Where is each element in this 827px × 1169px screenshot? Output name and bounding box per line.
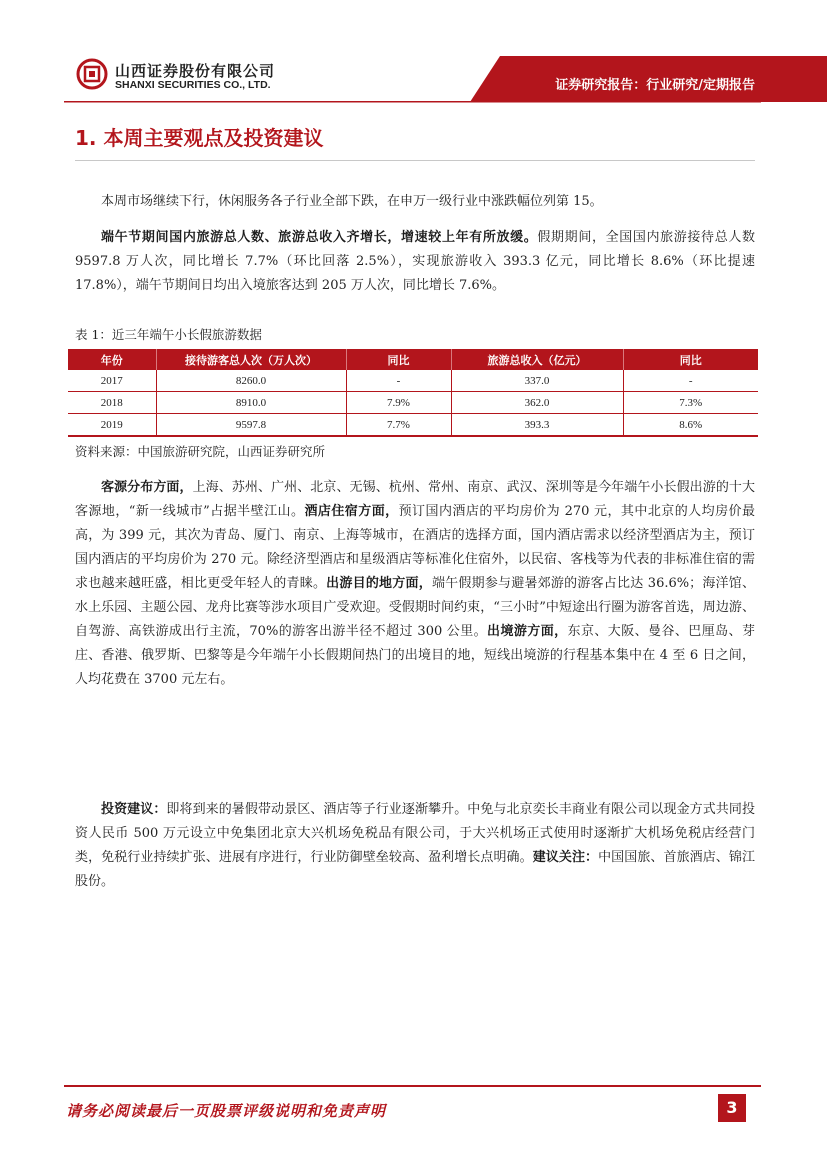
- title-divider: [75, 160, 755, 161]
- destination-heading: 出游目的地方面，: [326, 576, 432, 591]
- hotel-heading: 酒店住宿方面，: [304, 504, 399, 519]
- header-band: [0, 0, 827, 116]
- investment-text: 即将到来的暑假带动景区、酒店等子行业逐渐攀升。中免与北京奕长丰商业有限公司以现金方式共同投资人民币 500 万元设立中免集团北京大兴机场免税品有限公司，于大兴机场正式使用时逐渐扩大机场免税店经营门类，免税行业持续扩张、进展有序进行，行业防御壁垒较高、盈利增长点明确。: [75, 802, 755, 865]
- header-year: 年份: [68, 349, 156, 370]
- shanxi-securities-logo-icon: [76, 58, 108, 90]
- page-header: [0, 0, 827, 116]
- table-source: 资料来源：中国旅游研究院，山西证券研究所: [75, 444, 326, 459]
- table-cell: 8.6%: [623, 414, 758, 437]
- header-visitors: 接待游客总人次（万人次）: [156, 349, 346, 370]
- holiday-summary-heading: 端午节期间国内旅游总人数、旅游总收入齐增长，增速较上年有所放缓。: [101, 230, 538, 245]
- market-detail-paragraph: [75, 476, 755, 692]
- source-market-text: 上海、苏州、广州、北京、无锡、杭州、常州、南京、武汉、深圳等是今年端午小长假出游的十大客源地，“新一线城市”占据半壁江山。: [75, 480, 755, 519]
- table-cell: 2017: [68, 370, 156, 392]
- table-cell: 337.0: [451, 370, 623, 392]
- company-name-en: SHANXI SECURITIES CO., LTD.: [115, 79, 271, 91]
- header-revenue-yoy: 同比: [623, 349, 758, 370]
- company-name-cn: 山西证券股份有限公司: [115, 62, 276, 80]
- investment-paragraph: [75, 798, 755, 894]
- source-market-heading: 客源分布方面，: [101, 480, 193, 495]
- table-cell: 2018: [68, 392, 156, 414]
- outbound-heading: 出境游方面，: [487, 624, 568, 639]
- table-cell: 7.7%: [346, 414, 451, 437]
- holiday-summary-text: 假期期间，全国国内旅游接待总人数 9597.8 万人次，同比增长 7.7%（环比回落 2.5%），实现旅游收入 393.3 亿元，同比增长 8.6%（环比提速 17.8%），端午节期间日均出入境旅客达到 205 万人次，同比增长 7.6%。: [75, 230, 755, 293]
- table-cell: 8260.0: [156, 370, 346, 392]
- table-cell: -: [623, 370, 758, 392]
- outbound-text: 东京、大阪、曼谷、巴厘岛、芽庄、香港、俄罗斯、巴黎等是今年端午小长假期间热门的出境目的地，短线出境游的行程基本集中在 4 至 6 日之间，人均花费在 3700 元左右。: [75, 624, 755, 687]
- table-cell: 393.3: [451, 414, 623, 437]
- holiday-summary-paragraph: [75, 226, 755, 298]
- table-cell: 7.9%: [346, 392, 451, 414]
- table-caption: 表 1：近三年端午小长假旅游数据: [75, 327, 262, 342]
- footer-disclaimer: 请务必阅读最后一页股票评级说明和免责声明: [66, 1102, 387, 1120]
- table-cell: 8910.0: [156, 392, 346, 414]
- intro-paragraph: 本周市场继续下行，休闲服务各子行业全部下跌，在申万一级行业中涨跌幅位列第 15。: [101, 194, 603, 209]
- table-cell: -: [346, 370, 451, 392]
- table-row: [68, 392, 758, 414]
- investment-heading: 投资建议：: [101, 802, 167, 817]
- table-row: [68, 370, 758, 392]
- page-number: 3: [718, 1094, 746, 1122]
- table-header-row: [68, 349, 758, 370]
- holiday-tourism-table: [68, 349, 758, 437]
- report-type-label: 证券研究报告：行业研究/定期报告: [555, 78, 755, 93]
- header-revenue: 旅游总收入（亿元）: [451, 349, 623, 370]
- recommendation-heading: 建议关注：: [532, 850, 599, 865]
- recommendation-text: 中国国旅、首旅酒店、锦江股份。: [75, 850, 755, 889]
- table-cell: 7.3%: [623, 392, 758, 414]
- section-title: 1. 本周主要观点及投资建议: [75, 126, 324, 150]
- destination-text: 端午假期参与避暑郊游的游客占比达 36.6%；海洋馆、水上乐园、主题公园、龙舟比赛等涉水项目广受欢迎。受假期时间约束，“三小时”中短途出行圈为游客首选，周边游、自驾游、高铁游成出行主流，70%的游客出游半径不超过 300 公里。: [75, 576, 755, 639]
- table-cell: 362.0: [451, 392, 623, 414]
- header-visitors-yoy: 同比: [346, 349, 451, 370]
- table-cell: 9597.8: [156, 414, 346, 437]
- hotel-text: 预订国内酒店的平均房价为 270 元，其中北京的人均房价最高，为 399 元，其次为青岛、厦门、南京、上海等城市，在酒店的选择方面，国内酒店需求以经济型酒店为主，预订国内酒店的平均房价为 270 元。除经济型酒店和星级酒店等标准化住宿外，以民宿、客栈等为代表的非标准住宿的需求也越来越旺盛，相比更受年轻人的青睐。: [75, 504, 755, 591]
- table-cell: 2019: [68, 414, 156, 437]
- table-row: [68, 414, 758, 437]
- footer-divider: [64, 1085, 761, 1087]
